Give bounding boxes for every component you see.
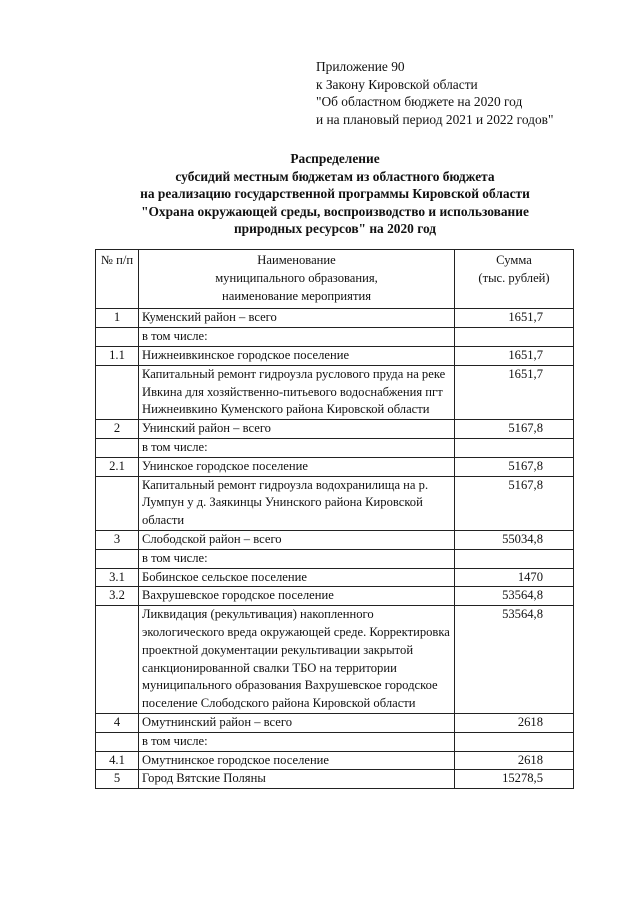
row-name: Ликвидация (рекультивация) накопленного экологического вреда окружающей среде. Корректировка проектной документации рекультивации закрытой санкционированной свалки ТБО на территории муниципального образования Вахрушевское городское поселение Слободского района Кировской области [139, 606, 455, 714]
appendix-line-4: и на плановый период 2021 и 2022 годов" [316, 111, 554, 127]
title-line-4: "Охрана окружающей среды, воспроизводство и использование [141, 203, 529, 219]
table-row [96, 732, 574, 751]
row-num [96, 606, 139, 714]
table-header-row [96, 250, 574, 309]
row-amount: 1470 [455, 568, 574, 587]
row-name: Омутнинский район – всего [139, 713, 455, 732]
row-num: 2 [96, 420, 139, 439]
table-row [96, 476, 574, 530]
row-num: 3.2 [96, 587, 139, 606]
table-row [96, 770, 574, 789]
table-row [96, 549, 574, 568]
row-name: Нижнеивкинское городское поселение [139, 346, 455, 365]
row-amount: 5167,8 [455, 457, 574, 476]
row-name: Капитальный ремонт гидроузла водохранилища на р. Лумпун у д. Заякинцы Унинского района Кировской области [139, 476, 455, 530]
row-name: Унинское городское поселение [139, 457, 455, 476]
row-num [96, 438, 139, 457]
title-line-2: субсидий местным бюджетам из областного бюджета [175, 168, 495, 184]
row-name: в том числе: [139, 438, 455, 457]
document-title [70, 150, 600, 238]
row-num [96, 365, 139, 419]
row-amount: 5167,8 [455, 420, 574, 439]
appendix-line-1: Приложение 90 [316, 59, 405, 74]
row-name: Вахрушевское городское поселение [139, 587, 455, 606]
row-num [96, 476, 139, 530]
subsidy-table [95, 249, 574, 789]
row-name: в том числе: [139, 328, 455, 347]
row-num: 3 [96, 530, 139, 549]
row-amount: 2618 [455, 751, 574, 770]
row-name: Слободской район – всего [139, 530, 455, 549]
row-name: Омутнинское городское поселение [139, 751, 455, 770]
row-name: Унинский район – всего [139, 420, 455, 439]
appendix-header [316, 58, 553, 128]
row-num: 5 [96, 770, 139, 789]
row-num: 1 [96, 309, 139, 328]
title-line-5: природных ресурсов" на 2020 год [233, 221, 437, 237]
header-name-line-1: Наименование [257, 253, 336, 267]
row-amount: 1651,7 [455, 365, 574, 419]
table-row [96, 328, 574, 347]
row-amount: 55034,8 [455, 530, 574, 549]
row-num: 3.1 [96, 568, 139, 587]
row-name: Куменский район – всего [139, 309, 455, 328]
header-name-line-2: муниципального образования, [215, 270, 378, 285]
table-row [96, 457, 574, 476]
row-amount [455, 732, 574, 751]
title-line-1: Распределение [290, 151, 380, 166]
header-name-line-3: наименование мероприятия [221, 288, 371, 303]
title-line-3: на реализацию государственной программы Кировской области [140, 186, 530, 202]
row-amount [455, 438, 574, 457]
row-name: в том числе: [139, 549, 455, 568]
row-num [96, 549, 139, 568]
header-num: № п/п [96, 250, 139, 309]
table-row [96, 420, 574, 439]
row-amount: 53564,8 [455, 606, 574, 714]
row-amount: 1651,7 [455, 309, 574, 328]
row-amount: 1651,7 [455, 346, 574, 365]
header-sum-line-2: (тыс. рублей) [478, 270, 550, 285]
row-num: 2.1 [96, 457, 139, 476]
row-name: в том числе: [139, 732, 455, 751]
appendix-line-2: к Закону Кировской области [316, 76, 478, 92]
table-row [96, 568, 574, 587]
table-row [96, 587, 574, 606]
row-amount [455, 328, 574, 347]
row-num: 4 [96, 713, 139, 732]
table-row [96, 713, 574, 732]
row-amount: 53564,8 [455, 587, 574, 606]
row-amount: 2618 [455, 713, 574, 732]
row-num: 4.1 [96, 751, 139, 770]
header-name [139, 250, 455, 309]
table-row [96, 438, 574, 457]
appendix-line-3: "Об областном бюджете на 2020 год [316, 94, 523, 110]
row-amount: 15278,5 [455, 770, 574, 789]
header-sum-line-1: Сумма [496, 253, 532, 267]
table-row [96, 309, 574, 328]
row-num: 1.1 [96, 346, 139, 365]
row-amount: 5167,8 [455, 476, 574, 530]
table-row [96, 365, 574, 419]
table-row [96, 606, 574, 714]
row-num [96, 328, 139, 347]
row-name: Бобинское сельское поселение [139, 568, 455, 587]
row-num [96, 732, 139, 751]
table-row [96, 530, 574, 549]
header-sum [455, 250, 574, 309]
row-name: Город Вятские Поляны [139, 770, 455, 789]
row-name: Капитальный ремонт гидроузла руслового пруда на реке Ивкина для хозяйственно-питьевого водоснабжения пгт Нижнеивкино Куменского района Кировской области [139, 365, 455, 419]
row-amount [455, 549, 574, 568]
table-row [96, 751, 574, 770]
table-row [96, 346, 574, 365]
